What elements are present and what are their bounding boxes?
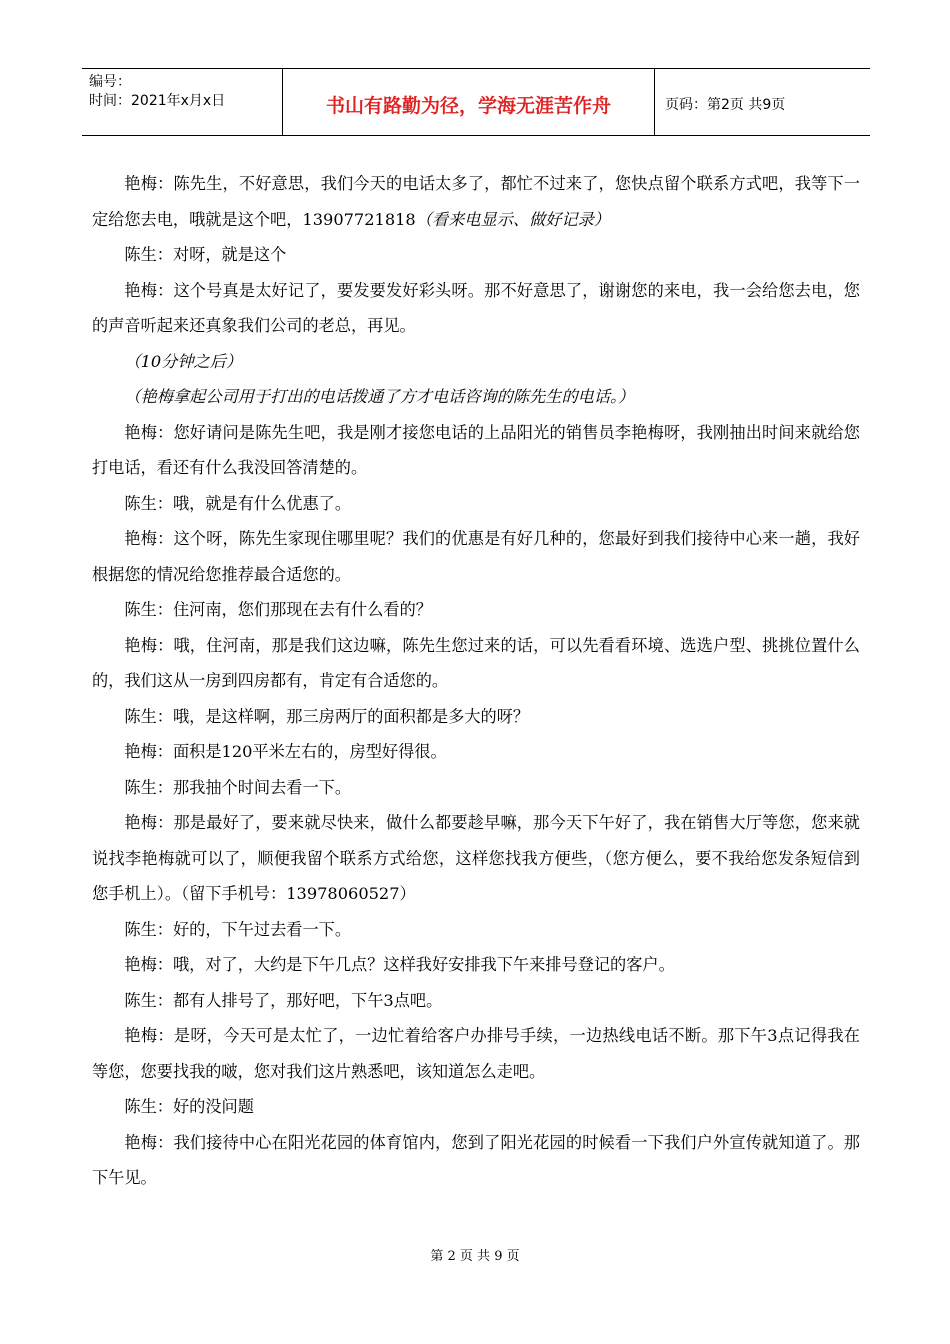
header-motto: 书山有路勤为径，学海无涯苦作舟 [283,69,655,135]
paragraph: 陈生：好的没问题 [124,1097,254,1116]
paragraph: 艳梅：面积是120平米左右的，房型好得很。 [124,742,447,761]
paragraph: 陈生：那我抽个时间去看一下。 [124,777,352,797]
paragraph: 艳梅：哦，对了，大约是下午几点？这样我好安排我下午来排号登记的客户。 [124,955,675,974]
paragraph: 艳梅：您好请问是陈先生吧，我是刚才接您电话的上品阳光的销售员李艳梅呀，我刚抽出时间来就给您打电话，看还有什么我没回答清楚的。 [92,422,860,477]
paragraph: 艳梅：这个呀，陈先生家现住哪里呢？我们的优惠是有好几种的，您最好到我们接待中心来一趟，我好根据您的情况给您推荐最合适您的。 [92,529,860,584]
stage-note: （10分钟之后） [124,351,243,371]
paragraph: 陈生：哦，就是有什么优惠了。 [124,493,352,513]
stage-note: （看来电显示、做好记录） [415,209,610,229]
stage-note: （艳梅拿起公司用于打出的电话拨通了方才电话咨询的陈先生的电话。） [124,387,635,406]
paragraph: 陈生：住河南，您们那现在去有什么看的？ [124,600,432,619]
paragraph: 艳梅：那是最好了，要来就尽快来，做什么都要趁早嘛，那今天下午好了，我在销售大厅等您，您来就说找李艳梅就可以了，顺便我留个联系方式给您，这样您找我方便些，（您方便么，要不我给您发条短信到您手机上）。（留下手机号：13978060527） [92,813,860,903]
paragraph: 艳梅：陈先生，不好意思，我们今天的电话太多了，都忙不过来了，您快点留个联系方式吧，我等下一定给您去电，哦就是这个吧，13907721818（看来电显示、做好记录） [92,174,860,229]
paragraph: 陈生：都有人排号了，那好吧，下午3点吧。 [124,990,443,1010]
paragraph: 陈生：哦，是这样啊，那三房两厅的面积都是多大的呀？ [124,706,530,726]
header-page-info: 页码：第2页 共9页 [665,97,786,113]
page-footer: 第 2 页 共 9 页 [430,1249,520,1264]
paragraph: 艳梅：我们接待中心在阳光花园的体育馆内，您到了阳光花园的时候看一下我们户外宣传就知道了。那下午见。 [92,1132,860,1187]
number-label: 编号： [89,74,131,90]
dialogue-body [92,166,860,1196]
paragraph: 陈生：好的，下午过去看一下。 [124,919,352,939]
header-meta [82,69,283,135]
paragraph: 艳梅：是呀，今天可是太忙了，一边忙着给客户办排号手续，一边热线电话不断。那下午3点记得我在等您，您要找我的啵，您对我们这片熟悉吧，该知道怎么走吧。 [92,1026,860,1081]
paragraph: 陈生：对呀，就是这个 [124,245,287,264]
paragraph: 艳梅：这个号真是太好记了，要发要发好彩头呀。那不好意思了，谢谢您的来电，我一会给您去电，您的声音听起来还真象我们公司的老总，再见。 [92,280,860,335]
date-line: 时间：2021年x月x日 [89,93,226,109]
page-header [82,68,870,136]
paragraph: 艳梅：哦，住河南，那是我们这边嘛，陈先生您过来的话，可以先看看环境、选选户型、挑挑位置什么的，我们这从一房到四房都有，肯定有合适您的。 [92,635,860,690]
